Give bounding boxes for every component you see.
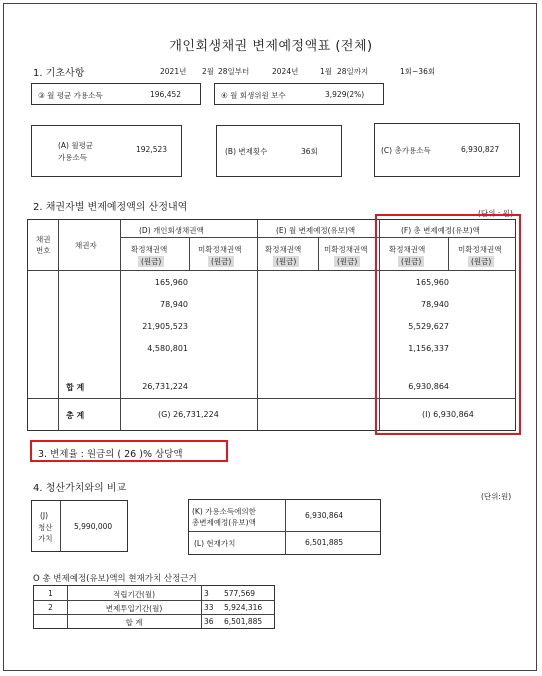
pv-row-2-months: 33 — [204, 603, 214, 612]
box-a-label-2: 가용소득 — [58, 153, 87, 162]
period-start-year: 2021년 — [160, 67, 187, 76]
trustee-fee-label: ④ 월 회생위원 보수 — [221, 91, 286, 100]
document-title: 개인회생채권 변제예정액표 (전체) — [169, 39, 373, 54]
pv-row-2-label: 변제투입기간(월) — [105, 604, 163, 613]
pv-total-value: 6,501,885 — [224, 617, 263, 626]
row-2-d: 78,940 — [160, 300, 188, 309]
liquidation-value-box — [31, 500, 128, 552]
box-b — [216, 125, 342, 177]
period-end-month: 1월 — [320, 67, 333, 76]
k-label-2: 총변제예정(유보)액 — [192, 518, 256, 527]
col-no-label-2: 번호 — [36, 246, 51, 255]
period-range: 1회~36회 — [400, 67, 436, 76]
total-label: 총 계 — [66, 411, 85, 420]
col-creditor-label: 채권자 — [75, 241, 97, 250]
e-confirmed-label: 확정채권액 — [265, 245, 302, 254]
row-2-f: 78,940 — [421, 300, 449, 309]
box-a-value: 192,523 — [136, 145, 168, 154]
period-start-month: 2월 — [202, 67, 215, 76]
col-d-header: (D) 개인회생채권액 — [139, 226, 204, 235]
period-end-day: 28일까지 — [337, 67, 369, 76]
row-4-d: 4,580,801 — [147, 344, 188, 353]
monthly-income-value: 196,452 — [150, 90, 182, 99]
section-5-heading: O 총 변제예정(유보)액의 현재가치 산정근거 — [33, 574, 197, 584]
col-no-label-1: 채권 — [36, 235, 51, 244]
e-confirmed-principal: (원금) — [273, 256, 299, 267]
monthly-income-box — [31, 83, 201, 105]
section-2-heading: 2. 채권자별 변제예정액의 산정내역 — [33, 202, 188, 213]
j-value: 5,990,000 — [74, 522, 113, 531]
row-3-f: 5,529,627 — [408, 322, 449, 331]
section-4-unit: (단위:원) — [481, 492, 512, 501]
total-g: (G) 26,731,224 — [158, 410, 219, 419]
k-value: 6,930,864 — [305, 511, 344, 520]
f-unconfirmed-label: 미확정채권액 — [458, 245, 502, 254]
highlight-repayment-rate — [30, 440, 228, 462]
comparison-table — [188, 499, 381, 555]
pv-total-label: 합 계 — [125, 618, 143, 627]
sum-label: 합 계 — [66, 383, 85, 392]
l-label: (L) 현재가치 — [194, 539, 236, 548]
box-c — [374, 123, 520, 177]
d-confirmed-principal: (원금) — [138, 256, 164, 267]
j-label-3: 가치 — [38, 534, 53, 543]
k-label-1: (K) 가용소득에의한 — [192, 507, 256, 516]
pv-row-1-value: 577,569 — [224, 589, 256, 598]
e-unconfirmed-label: 미확정채권액 — [324, 245, 368, 254]
row-4-f: 1,156,337 — [408, 344, 449, 353]
box-a — [31, 125, 182, 177]
d-confirmed-label: 확정채권액 — [131, 245, 168, 254]
pv-row-1-months: 3 — [204, 589, 209, 598]
pv-row-2-value: 5,924,316 — [224, 603, 263, 612]
box-a-label-1: (A) 월평균 — [58, 141, 94, 150]
box-b-value: 36회 — [301, 147, 318, 156]
section-4-heading: 4. 청산가치와의 비교 — [33, 483, 127, 494]
row-1-f: 165,960 — [415, 278, 449, 287]
j-label-2: 청산 — [38, 523, 53, 532]
monthly-income-label: ③ 월 평균 가용소득 — [38, 91, 103, 100]
j-label-1: (J) — [40, 511, 49, 520]
sum-f: 6,930,864 — [408, 382, 449, 391]
total-i: (I) 6,930,864 — [422, 410, 474, 419]
pv-total-months: 36 — [204, 617, 214, 626]
f-confirmed-label: 확정채권액 — [389, 245, 426, 254]
section-2-unit: (단위 : 원) — [478, 209, 513, 218]
e-unconfirmed-principal: (원금) — [334, 256, 360, 267]
period-end-year: 2024년 — [272, 67, 299, 76]
box-c-label: (C) 총가용소득 — [381, 146, 431, 155]
row-1-d: 165,960 — [154, 278, 188, 287]
pv-row-1-no: 1 — [48, 589, 53, 598]
present-value-table — [33, 585, 275, 629]
period-start-day: 28일부터 — [218, 67, 250, 76]
d-unconfirmed-label: 미확정채권액 — [198, 245, 242, 254]
row-3-d: 21,905,523 — [142, 322, 188, 331]
pv-row-2-no: 2 — [48, 603, 53, 612]
section-1-heading: 1. 기초사항 — [33, 68, 85, 79]
sum-d: 26,731,224 — [142, 382, 188, 391]
repayment-rate-text: 3. 변제율 : 원금의 ( 26 )% 상당액 — [38, 449, 183, 460]
d-unconfirmed-principal: (원금) — [208, 256, 234, 267]
col-e-header: (E) 월 변제예정(유보)액 — [276, 226, 356, 235]
trustee-fee-box — [214, 83, 384, 105]
box-b-label: (B) 변제횟수 — [225, 147, 268, 156]
col-f-header: (F) 총 변제예정(유보)액 — [401, 226, 480, 235]
box-c-value: 6,930,827 — [461, 145, 500, 154]
f-confirmed-principal: (원금) — [398, 256, 424, 267]
l-value: 6,501,885 — [305, 538, 344, 547]
highlight-total-column — [375, 214, 521, 435]
pv-row-1-label: 적립기간(월) — [112, 590, 156, 599]
f-unconfirmed-principal: (원금) — [468, 256, 494, 267]
trustee-fee-value: 3,929(2%) — [325, 90, 365, 99]
